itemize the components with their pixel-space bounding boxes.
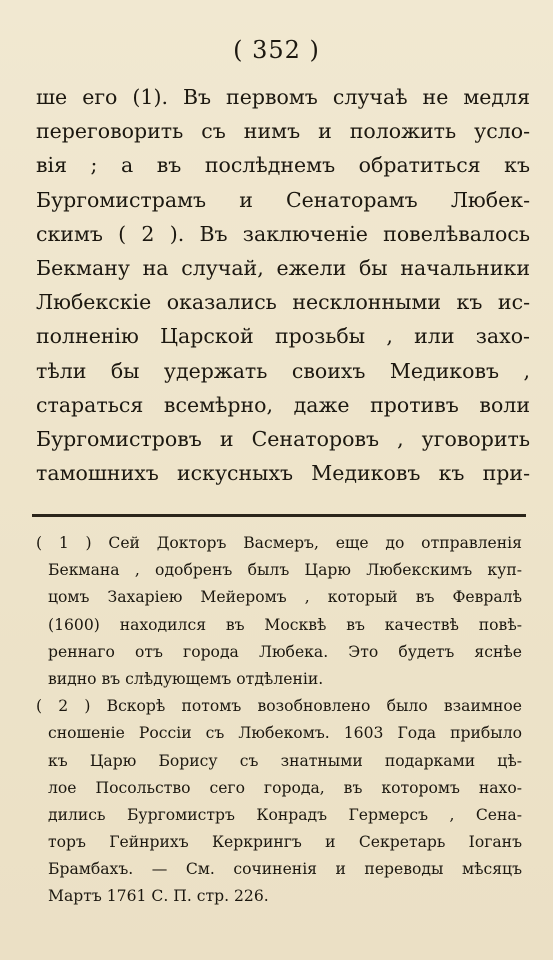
footnote-line: къ Царю Борису съ знатными подарками цѣ- <box>48 751 522 770</box>
footnote-line: Мартъ 1761 С. П. стр. 226. <box>48 887 269 906</box>
main-text-line: переговорить съ нимъ и положить усло- <box>36 119 530 144</box>
footnotes <box>36 530 522 911</box>
main-text-line: стараться всемѣрно, даже противъ воли <box>36 392 530 417</box>
main-text-line: Бекману на случай, ежели бы начальники <box>36 255 530 280</box>
main-text-line: тѣли бы удержать своихъ Медиковъ , <box>36 358 530 383</box>
footnote-line: ( 1 ) Сей Докторъ Васмеръ, еще до отправленія <box>36 534 522 552</box>
main-text-line: ше его (1). Въ первомъ случаѣ не медля <box>36 85 530 109</box>
footnote-line: торъ Гейнрихъ Керкрингъ и Секретарь Іоганъ <box>48 833 522 852</box>
footnote-line: сношеніе Россіи съ Любекомъ. 1603 Года прибыло <box>48 724 522 743</box>
footnote-line: дились Бургомистръ Конрадъ Гермерсъ , Сена- <box>48 805 522 824</box>
footnote-line: видно въ слѣдующемъ отдѣленіи. <box>48 669 324 688</box>
main-text-line: Бургомистрамъ и Сенаторамъ Любек- <box>36 187 530 212</box>
main-text-line: вія ; а въ послѣднемъ обратиться къ <box>36 153 530 178</box>
footnote-line: лое Посольство сего города, въ которомъ нахо- <box>48 778 522 797</box>
footnote-line: цомъ Захаріею Мейеромъ , который въ Февралѣ <box>48 588 522 607</box>
main-text-line: тамошнихъ искусныхъ Медиковъ къ при- <box>36 461 530 486</box>
main-text-line: скимъ ( 2 ). Въ заключеніе повелѣвалось <box>36 221 530 246</box>
footnote-line: Бекмана , одобренъ былъ Царю Любекскимъ куп- <box>48 561 522 580</box>
main-text-line: полненію Царской прозьбы , или захо- <box>36 324 530 349</box>
footnote-line: (1600) находился въ Москвѣ въ качествѣ повѣ- <box>48 615 522 634</box>
main-text <box>36 80 530 490</box>
main-text-line: Бургомистровъ и Сенаторовъ , уговорить <box>36 426 530 451</box>
main-text-line: Любекскіе оказались несклонными къ ис- <box>36 290 530 315</box>
footnote-line: Брамбахъ. — См. сочиненія и переводы мѣсяцъ <box>48 860 522 879</box>
footnote-line: реннаго отъ города Любека. Это будетъ яснѣе <box>48 642 522 661</box>
footnote-separator <box>32 514 526 517</box>
page-number: ( 352 ) <box>233 36 320 64</box>
footnote-line: ( 2 ) Вскорѣ потомъ возобновлено было взаимное <box>36 697 522 716</box>
